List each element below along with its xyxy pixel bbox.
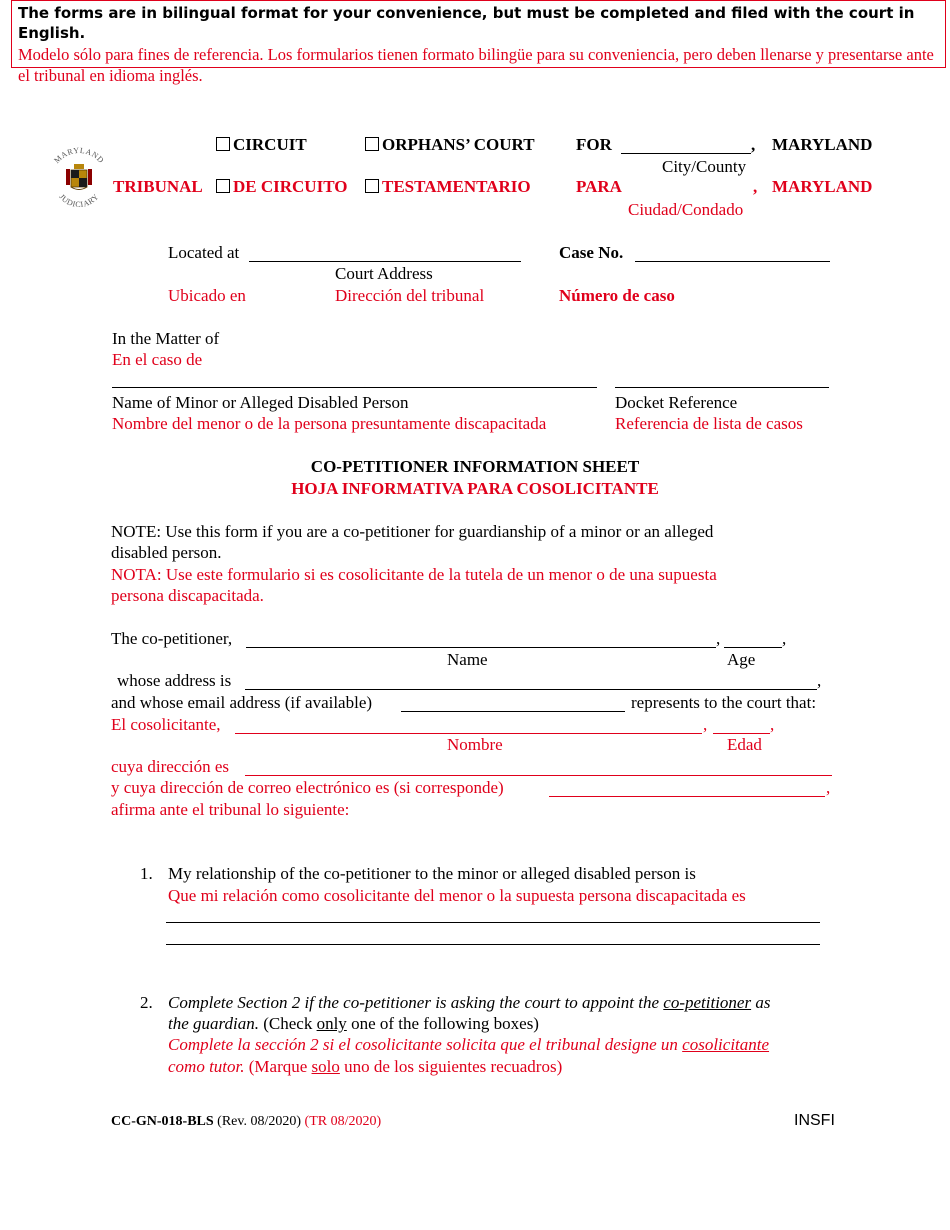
relationship-line-1[interactable] — [166, 922, 820, 923]
de-circuito-checkbox[interactable] — [216, 176, 347, 197]
direccion-label: Dirección del tribunal — [335, 286, 485, 305]
note-es-line1: NOTA: Use este formulario si es cosolicitante de la tutela de un menor o de una supuesta — [111, 565, 717, 584]
copetitioner-age-line[interactable] — [724, 647, 782, 648]
minor-name-label: Name of Minor or Alleged Disabled Person — [112, 393, 409, 412]
case-no-label: Case No. — [559, 243, 624, 262]
court-address-label: Court Address — [335, 264, 433, 283]
tribunal-label: TRIBUNAL — [113, 177, 203, 196]
maryland-label: MARYLAND — [772, 135, 873, 154]
in-matter-label: In the Matter of — [112, 329, 220, 348]
bilingual-notice — [11, 0, 946, 86]
email-label: and whose email address (if available) — [111, 693, 373, 712]
item-2-text-es-line2: como tutor. (Marque solo uno de los siguientes recuadros) — [168, 1057, 563, 1076]
checkbox-icon[interactable] — [216, 137, 230, 151]
page-title: CO-PETITIONER INFORMATION SHEET — [310, 457, 640, 476]
address-line[interactable] — [245, 689, 817, 690]
seal-bottom-text: JUDICIARY — [57, 192, 101, 210]
note-en-line1: NOTE: Use this form if you are a co-petitioner for guardianship of a minor or an alleged — [111, 522, 714, 541]
located-at-label: Located at — [168, 243, 240, 262]
circuit-label: CIRCUIT — [233, 135, 307, 154]
ubicado-en-label: Ubicado en — [168, 286, 246, 305]
item-2-number: 2. — [140, 993, 153, 1012]
checkbox-icon[interactable] — [365, 137, 379, 151]
maryland-es-label: MARYLAND — [772, 177, 873, 196]
nombre-label: Nombre — [447, 735, 503, 754]
docket-label-es: Referencia de lista de casos — [615, 414, 803, 433]
item-2-text-line1: Complete Section 2 if the co-petitioner is asking the court to appoint the co-petitioner as — [168, 993, 771, 1012]
cuya-direccion-label: cuya dirección es — [111, 757, 229, 776]
circuit-checkbox[interactable] — [216, 134, 307, 155]
copetitioner-label: The co-petitioner, — [111, 629, 233, 648]
court-address-line[interactable] — [249, 261, 521, 262]
email-line[interactable] — [401, 711, 625, 712]
ciudad-condado-label: Ciudad/Condado — [628, 200, 744, 219]
age-label: Age — [727, 650, 756, 669]
docket-line[interactable] — [615, 387, 829, 388]
direccion-line[interactable] — [245, 775, 832, 776]
notice-english: The forms are in bilingual format for your convenience, but must be completed and filed with the court in English. — [18, 4, 915, 42]
name-label: Name — [447, 650, 488, 669]
form-tr: (TR 08/2020) — [304, 1114, 382, 1129]
minor-name-label-es: Nombre del menor o de la persona presuntamente discapacitada — [112, 414, 547, 433]
afirma-label: afirma ante el tribunal lo siguiente: — [111, 800, 350, 819]
item-2-text-line2: the guardian. (Check only one of the following boxes) — [168, 1014, 539, 1033]
note-es-line2: persona discapacitada. — [111, 586, 264, 605]
item-2-text-es-line1: Complete la sección 2 si el cosolicitante solicita que el tribunal designe un cosolicitante — [168, 1035, 770, 1054]
represents-label: represents to the court that: — [631, 693, 817, 712]
checkbox-icon[interactable] — [365, 179, 379, 193]
edad-label: Edad — [727, 735, 762, 754]
minor-name-line[interactable] — [112, 387, 597, 388]
checkbox-icon[interactable] — [216, 179, 230, 193]
page-title-es: HOJA INFORMATIVA PARA COSOLICITANTE — [291, 479, 659, 498]
notice-spanish: Modelo sólo para fines de referencia. Los formularios tienen formato bilingüe para su conveniencia, pero deben llenarse y presentarse ante el tribunal en idioma inglés. — [18, 44, 934, 86]
relationship-line-2[interactable] — [166, 944, 820, 945]
copetitioner-name-line[interactable] — [246, 647, 716, 648]
svg-text:JUDICIARY — [57, 192, 100, 209]
whose-address-label: whose address is — [117, 671, 232, 690]
city-county-label: City/County — [662, 157, 747, 176]
cuya-correo-label: y cuya dirección de correo electrónico es (si corresponde) — [111, 778, 504, 797]
county-line[interactable] — [621, 153, 751, 154]
orphans-label: ORPHANS’ COURT — [382, 135, 535, 154]
for-label: FOR — [576, 135, 612, 154]
insfi-label: INSFI — [794, 1112, 835, 1129]
numero-caso-label: Número de caso — [559, 286, 675, 305]
testamentario-label: TESTAMENTARIO — [382, 177, 531, 196]
form-footer — [111, 1113, 381, 1131]
form-code: CC-GN-018-BLS — [111, 1114, 214, 1129]
docket-label: Docket Reference — [615, 393, 738, 412]
item-1-number: 1. — [140, 864, 153, 883]
correo-line[interactable] — [549, 796, 825, 797]
en-caso-label: En el caso de — [112, 350, 203, 369]
para-label: PARA — [576, 177, 622, 196]
orphans-checkbox[interactable] — [365, 134, 535, 155]
testamentario-checkbox[interactable] — [365, 176, 531, 197]
seal-top-text: MARYLAND — [52, 145, 106, 166]
svg-text:MARYLAND — [52, 146, 105, 165]
form-rev: (Rev. 08/2020) — [217, 1114, 302, 1129]
case-no-line[interactable] — [635, 261, 830, 262]
de-circuito-label: DE CIRCUITO — [233, 177, 348, 196]
item-1-text: My relationship of the co-petitioner to the minor or alleged disabled person is — [168, 864, 696, 883]
maryland-judiciary-seal-icon — [44, 142, 114, 212]
note-en-line2: disabled person. — [111, 543, 222, 562]
item-1-text-es: Que mi relación como cosolicitante del menor o la supuesta persona discapacitada es — [168, 886, 746, 905]
cosolicitante-label: El cosolicitante, — [111, 715, 221, 734]
